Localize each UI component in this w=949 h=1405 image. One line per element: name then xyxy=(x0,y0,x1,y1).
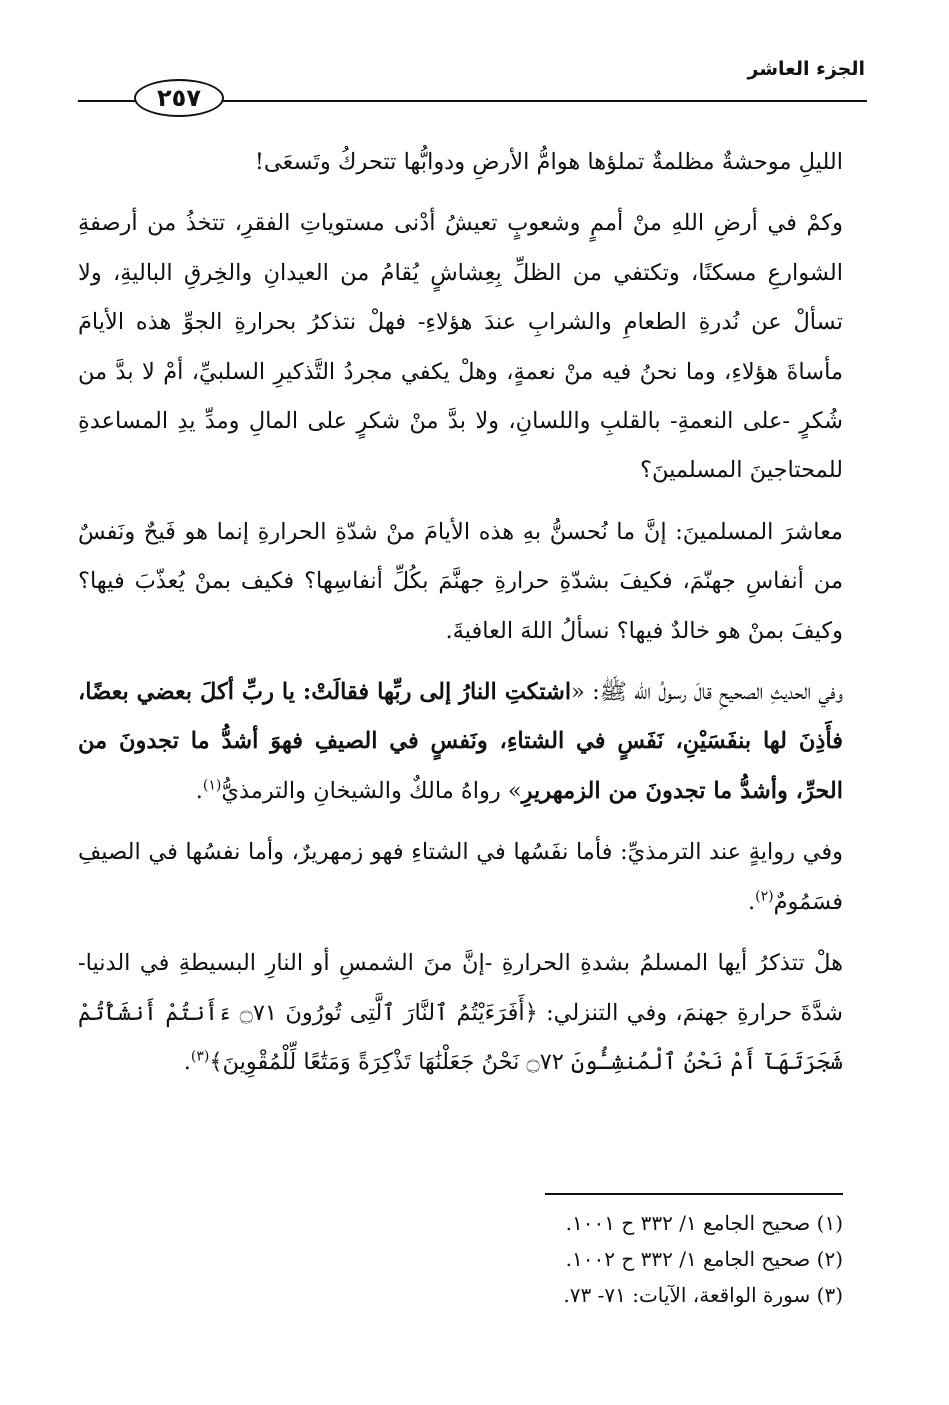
page-number-badge: ٢٥٧ xyxy=(134,79,224,117)
text-run: وكمْ في أرضِ اللهِ منْ أممٍ وشعوبٍ تعيشُ أدْنى مستوياتِ الفقرِ، تتخذُ من أرصفةِ الشوارعِ مسكنًا، وتكتفي من الظلِّ بِعِشاشٍ يُقامُ من العيدانِ والخِرقِ الباليةِ، ولا تسألْ عن نُدرةِ الطعامِ والشرابِ عندَ هؤلاءِ- فهلْ نتذكرُ بحرارةِ الجوِّ هذه الأيامَ مأساةَ هؤلاءِ، وما نحنُ فيه منْ نعمةٍ، وهلْ يكفي مجردُ التَّذكيرِ السلبيِّ، أمْ لا بدَّ من شُكرٍ -على النعمةِ- بالقلبِ واللسانِ، ولا بدَّ منْ شكرٍ على المالِ ومدِّ يدِ المساعدةِ للمحتاجينَ المسلمينَ؟ xyxy=(78,210,843,484)
paragraph xyxy=(78,939,843,1087)
footnote-item: (١) صحيح الجامع ١/ ٣٣٢ ح ١٠٠١. xyxy=(565,1211,843,1235)
hadith-quote: اشتكتِ النارُ إلى ربِّها فقالَتْ: يا ربِّ أكلَ بعضي بعضًا، فأَذِنَ لها بنفَسَيْنِ، نَفَسٍ في الشتاءِ، ونَفسٍ في الصيفِ فهوَ أشدُّ ما تجدونَ من الحرِّ، وأشدُّ ما تجدونَ من الزمهريرِ xyxy=(78,679,843,804)
main-text xyxy=(78,138,843,1099)
paragraph xyxy=(78,138,843,187)
header-rule xyxy=(222,100,867,102)
text-run: . xyxy=(183,1048,191,1075)
text-run: . xyxy=(747,888,756,915)
footnote-ref: (٣) xyxy=(190,1048,210,1065)
footnote-ref: (٢) xyxy=(755,888,774,905)
text-run: وفي روايةٍ عند الترمذيِّ: فأما نفَسُها في الشتاءِ فهو زمهريرٌ، وأما نفسُها في الصيفِ فسَمُومٌ xyxy=(78,839,843,915)
quran-quote: ﴿أَفَرَءَيْتُمُ ٱلنَّارَ ٱلَّتِى تُورُونَ ۝٧١ ءَأَنتُمْ أَنشَأْتُمْ شَجَرَتَهَآ أَمْ نَحْنُ ٱلْمُنشِـُٔونَ ۝٧٢ نَحْنُ جَعَلْنَٰهَا تَذْكِرَةً وَمَتَٰعًا لِّلْمُقْوِينَ﴾ xyxy=(78,999,843,1075)
running-header-title: الجزء العاشر xyxy=(747,58,865,80)
text-run: معاشرَ المسلمينَ: إنَّ ما نُحسنُّ بهِ هذه الأيامَ منْ شدّةِ الحرارةِ إنما هو فَيحٌ ونَفسٌ من أنفاسِ جهنّمَ، فكيفَ بشدّةِ حرارةِ جهنَّمَ بكُلِّ أنفاسِها؟ فكيف بمنْ يُعذّبَ فيها؟ وكيفَ بمنْ هو خالدٌ فيها؟ نسألُ اللهَ العافيةَ. xyxy=(78,518,843,644)
header-rule xyxy=(78,100,136,102)
paragraph xyxy=(78,828,843,927)
footnote-separator xyxy=(545,1193,843,1195)
text-run: . xyxy=(195,777,203,804)
footnotes-section xyxy=(78,1205,843,1313)
footnote-ref: (١) xyxy=(202,777,222,794)
paragraph xyxy=(78,199,843,495)
text-run: هلْ تتذكرُ أيها المسلمُ بشدةِ الحرارةِ -إنَّ منَ الشمسِ أو النارِ البسيطةِ في الدنيا- شدَّةَ حرارةِ جهنمَ، وفي التنزلي: xyxy=(78,950,843,1026)
text-run: الليلِ موحشةٌ مظلمةٌ تملؤها هوامُّ الأرضِ ودوابُّها تتحركُ وتَسعَى! xyxy=(254,149,843,175)
footnote-item: (٣) سورة الواقعة، الآيات: ٧١- ٧٣. xyxy=(563,1283,843,1307)
footnote-item: (٢) صحيح الجامع ١/ ٣٣٢ ح ١٠٠٢. xyxy=(565,1247,843,1271)
paragraph xyxy=(78,668,843,816)
text-run: وفي الحديثِ الصحيحِ قالَ رسولُ الله ﷺ: « xyxy=(571,679,843,706)
paragraph xyxy=(78,508,843,656)
text-run: » رواهُ مالكٌ والشيخانِ والترمذيُّ xyxy=(221,777,522,804)
